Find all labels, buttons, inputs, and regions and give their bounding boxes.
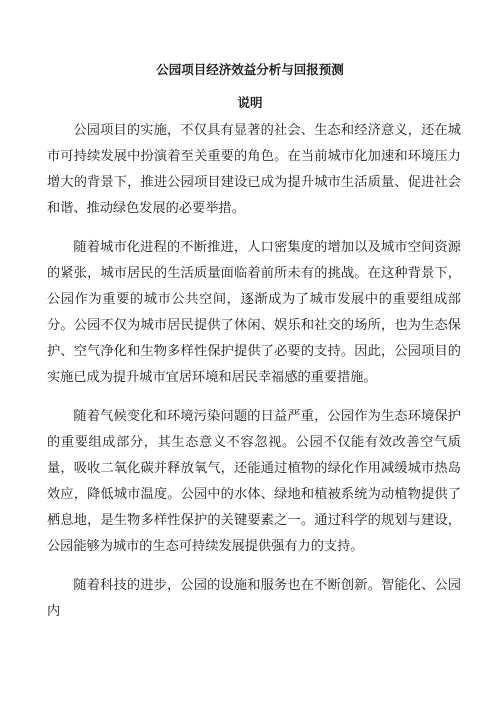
document-body — [47, 118, 461, 638]
paragraph-1: 公园项目的实施，不仅具有显著的社会、生态和经济意义，还在城市可持续发展中扮演着至关重要的角色。在当前城市化加速和环境压力增大的背景下，推进公园项目建设已成为提升城市生活质量、促进社会和谐、推动绿色发展的必要举措。 — [47, 123, 461, 216]
document-title: 公园项目经济效益分析与回报预测 — [156, 62, 344, 77]
paragraph-4: 随着科技的进步，公园的设施和服务也在不断创新。智能化、公园内 — [47, 578, 461, 619]
section-heading: 说明 — [237, 95, 263, 110]
paragraph-3: 随着气候变化和环境污染问题的日益严重，公园作为生态环境保护的重要组成部分，其生态意义不容忽视。公园不仅能有效改善空气质量，吸收二氧化碳并释放氧气，还能通过植物的绿化作用减缓城市热岛效应，降低城市温度。公园中的水体、绿地和植被系统为动植物提供了栖息地，是生物多样性保护的关键要素之一。通过科学的规划与建设，公园能够为城市的生态可持续发展提供强有力的支持。 — [47, 409, 461, 554]
paragraph-2: 随着城市化进程的不断推进，人口密集度的增加以及城市空间资源的紧张，城市居民的生活质量面临着前所未有的挑战。在这种背景下，公园作为重要的城市公共空间，逐渐成为了城市发展中的重要组成部分。公园不仅为城市居民提供了休闲、娱乐和社交的场所，也为生态保护、空气净化和生物多样性保护提供了必要的支持。因此，公园项目的实施已成为提升城市宜居环境和居民幸福感的重要措施。 — [47, 240, 461, 385]
